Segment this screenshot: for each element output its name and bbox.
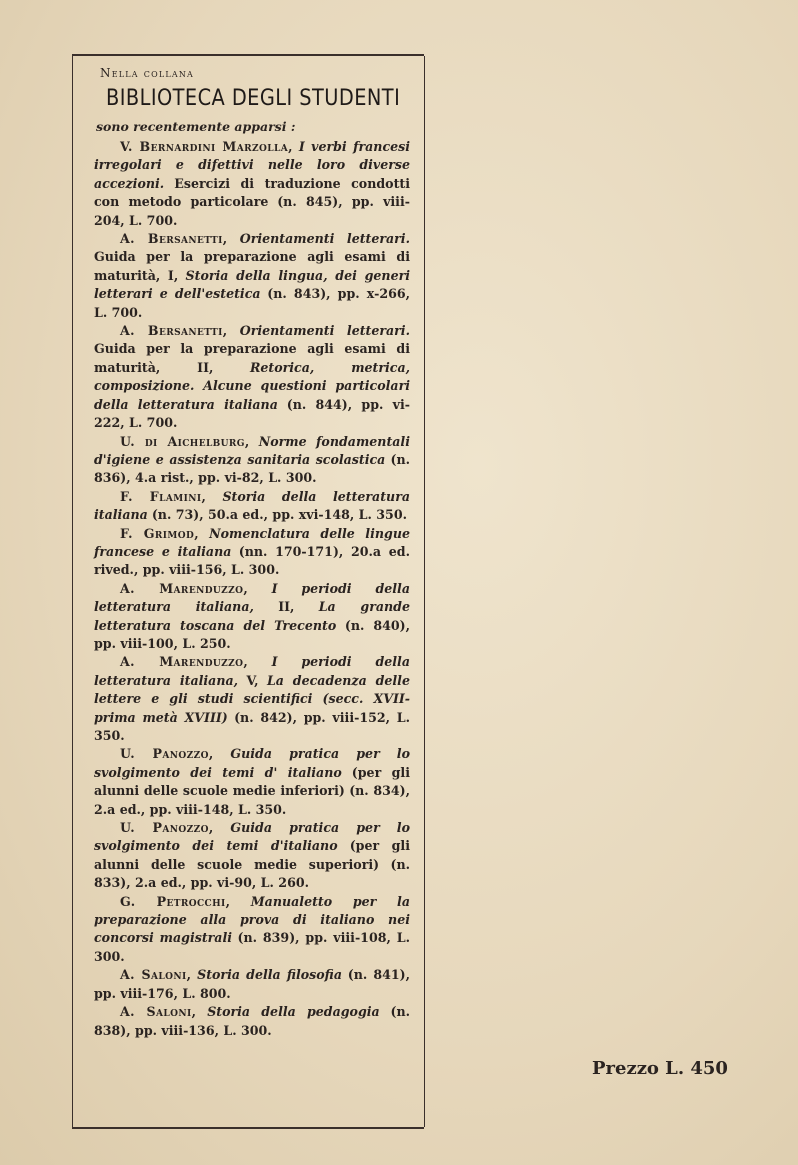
list-item (94, 322, 410, 432)
entry-desc: II, (278, 599, 295, 615)
list-item (94, 230, 410, 322)
list-item (94, 488, 410, 525)
entry-author: U. di Aichelburg, (120, 433, 250, 449)
entry-author: F. Grimod, (120, 525, 199, 541)
top-rule (72, 54, 424, 56)
entry-title: Manualetto per la preparazione alla prova di italiano nei concorsi magistrali (94, 893, 410, 946)
collana-label: Nella collana (100, 66, 195, 80)
entry-author: A. Marenduzzo, (120, 580, 249, 596)
entry-author: G. Petrocchi, (120, 893, 231, 909)
entry-title: I periodi della letteratura italiana, (94, 580, 410, 615)
entry-list (94, 138, 410, 1040)
list-item (94, 966, 410, 1003)
entry-desc: V, (246, 672, 259, 688)
entry-desc: Guida per la preparazione agli esami di maturità, I, (94, 249, 410, 283)
entry-title: I periodi della letteratura italiana, (94, 654, 410, 688)
list-item (94, 893, 410, 967)
entry-title: Storia della pedagogia (207, 1004, 380, 1020)
entry-meta: (n. 843), pp. x-266, L. 700. (94, 286, 410, 320)
entry-desc: (per gli alunni delle scuole medie superiori) (94, 838, 410, 872)
entry-author: V. Bernardini Marzolla, (120, 139, 293, 154)
list-item (94, 580, 410, 654)
entry-meta: (n. 838), pp. viii-136, L. 300. (94, 1004, 410, 1038)
entry-subtitle: La grande letteratura toscana del Trecento (94, 599, 410, 633)
entry-desc: (per gli alunni delle scuole medie inferiori) (94, 764, 410, 799)
entry-title: Storia della filosofia (197, 967, 342, 983)
entry-author: A. Bersanetti, (120, 323, 228, 339)
entry-meta: (n. 839), pp. viii-108, L. 300. (94, 930, 410, 964)
entry-meta: (n. 833), 2.a ed., pp. vi-90, L. 260. (94, 856, 410, 891)
list-item (94, 1003, 410, 1040)
entry-title: Orientamenti letterari. (239, 231, 410, 247)
entry-meta: (n. 834), 2.a ed., pp. viii-148, L. 350. (94, 783, 410, 817)
entry-title: Storia della letteratura italiana (94, 488, 410, 523)
entry-title: Norme fondamentali d'igiene e assistenza sanitaria scolastica (94, 433, 410, 467)
entry-author: U. Panozzo, (120, 746, 214, 762)
list-item (94, 819, 410, 893)
list-item (94, 745, 410, 819)
catalog-panel (94, 66, 410, 1040)
left-rule (72, 56, 73, 1127)
entry-meta: (n. 836), 4.a rist., pp. vi-82, L. 300. (94, 451, 410, 486)
entry-subtitle: Retorica, metrica, composizione. Alcune questioni particolari della letteratura italiana (94, 359, 410, 412)
series-title: BIBLIOTECA DEGLI STUDENTI (106, 86, 401, 111)
entry-author: U. Panozzo, (120, 820, 214, 836)
entry-title: I verbi francesi irregolari e difettivi nelle loro diverse accezioni. (94, 139, 410, 191)
intro-text: sono recentemente apparsi : (96, 119, 296, 134)
entry-meta: (nn. 170-171), 20.a ed. rived., pp. viii-156, L. 300. (94, 543, 410, 578)
entry-title: Nomenclatura delle lingue francese e italiana (94, 525, 410, 559)
entry-title: Orientamenti letterari. (239, 323, 410, 339)
entry-meta: (n. 841), pp. viii-176, L. 800. (94, 967, 411, 1001)
entry-meta: (n. 842), pp. viii-152, L. 350. (94, 709, 410, 743)
entry-title: Guida pratica per lo svolgimento dei temi d'italiano (94, 820, 410, 854)
entry-desc: Esercizi di traduzione condotti con metodo particolare (94, 175, 410, 210)
entry-desc: Guida per la preparazione agli esami di maturità, II, (94, 341, 410, 375)
entry-author: A. Saloni, (120, 1004, 197, 1020)
list-item (94, 433, 410, 488)
entry-author: A. Bersanetti, (120, 231, 228, 247)
entry-meta: (n. 840), pp. viii-100, L. 250. (94, 617, 410, 651)
entry-meta: (n. 73), 50.a ed., pp. xvi-148, L. 350. (151, 507, 407, 523)
entry-meta: (n. 844), pp. vi-222, L. 700. (94, 396, 410, 431)
price-label: Prezzo L. 450 (592, 1058, 728, 1079)
entry-subtitle: Storia della lingua, dei generi letterari e dell'estetica (94, 267, 411, 302)
entry-author: F. Flamini, (120, 488, 207, 504)
list-item (94, 525, 410, 580)
bottom-rule (72, 1127, 424, 1129)
entry-meta: (n. 845), pp. viii-204, L. 700. (94, 194, 410, 228)
entry-author: A. Marenduzzo, (120, 654, 249, 670)
list-item (94, 138, 410, 230)
list-item (94, 653, 410, 745)
entry-author: A. Saloni, (120, 967, 192, 983)
entry-title: Guida pratica per lo svolgimento dei temi d' italiano (94, 746, 410, 780)
right-rule (424, 56, 425, 1127)
entry-subtitle: La decadenza delle lettere e gli studi scientifici (secc. XVII-prima metà XVIII) (94, 672, 410, 725)
